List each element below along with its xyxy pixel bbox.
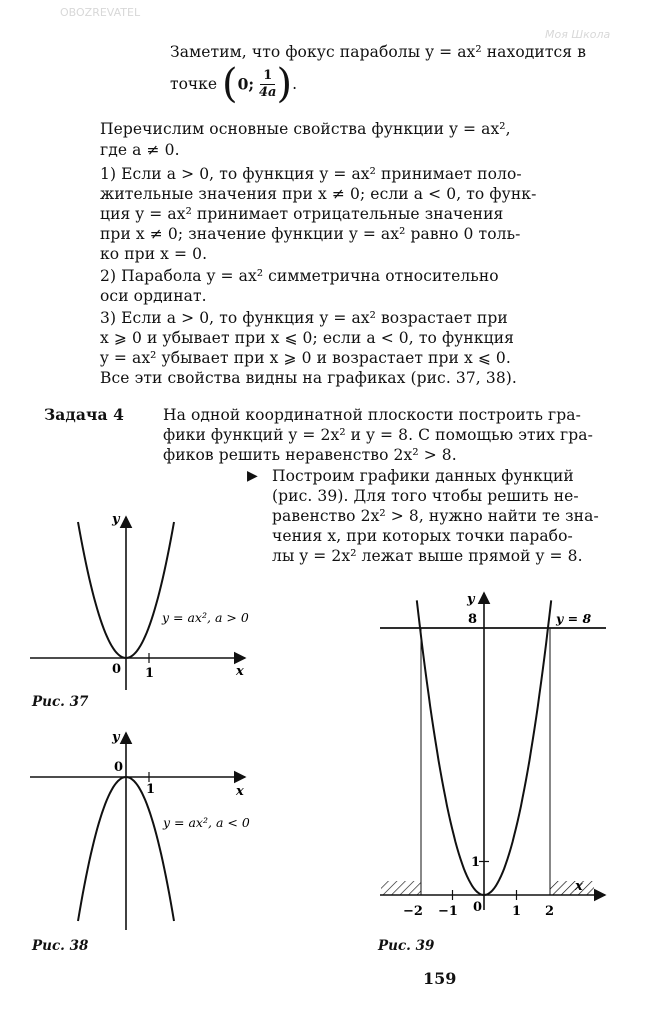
fig39-xm1-label: −1 — [438, 904, 458, 919]
fig37-y-label: y — [112, 512, 120, 527]
fig39-line-label: y = 8 — [556, 611, 592, 626]
property-3-line-2: x ⩾ 0 и убывает при x ⩽ 0; если a < 0, то функция — [100, 329, 514, 347]
fraction-numerator: 1 — [260, 68, 275, 85]
fig39-hatch-right — [550, 881, 594, 895]
fig39-y-label: y — [467, 592, 475, 607]
fig38-origin: 0 — [114, 760, 124, 775]
point-suffix: . — [292, 75, 298, 93]
focus-fraction — [259, 68, 276, 101]
property-1-line-4: при x ≠ 0; значение функции y = ax² равно 0 толь- — [100, 225, 521, 243]
figure-39 — [370, 585, 630, 925]
fig39-x-label: x — [575, 879, 583, 894]
property-1-line-1: 1) Если a > 0, то функция y = ax² принимает поло- — [100, 165, 522, 183]
task-line-2: фики функций y = 2x² и y = 8. С помощью этих гра- — [163, 426, 593, 444]
property-1-line-2: жительные значения при x ≠ 0; если a < 0, то функ- — [100, 185, 537, 203]
figure-38 — [0, 725, 250, 935]
figure-37 — [0, 505, 250, 695]
fig39-x2-label: 2 — [545, 904, 555, 919]
fig39-y1-label: 1 — [471, 855, 481, 870]
fig39-x1-label: 1 — [512, 904, 522, 919]
properties-heading-1: Перечислим основные свойства функции y = ax², — [100, 120, 511, 138]
fig38-curve-label: y = ax², a < 0 — [163, 815, 250, 830]
point-x: 0; — [237, 74, 255, 94]
right-paren: ) — [276, 61, 293, 107]
solution-line-5: лы y = 2x² лежат выше прямой y = 8. — [272, 547, 583, 565]
property-3-line-3: y = ax² убывает при x ⩾ 0 и возрастает при x ⩽ 0. — [100, 349, 511, 367]
focus-point — [170, 61, 298, 107]
fig39-hatch-left — [381, 881, 421, 895]
fig38-caption: Рис. 38 — [32, 938, 89, 954]
properties-heading-2: где a ≠ 0. — [100, 141, 180, 159]
watermark-school: Моя Школа — [545, 28, 611, 41]
point-prefix: точке — [170, 75, 218, 93]
property-2-line-2: оси ординат. — [100, 287, 207, 305]
property-1-line-5: ко при x = 0. — [100, 245, 208, 263]
solution-line-3: равенство 2x² > 8, нужно найти те зна- — [272, 507, 599, 525]
fig37-tick-label: 1 — [145, 666, 155, 681]
fig37-origin: 0 — [112, 662, 122, 677]
property-3-line-1: 3) Если a > 0, то функция y = ax² возрастает при — [100, 309, 508, 327]
property-2-line-1: 2) Парабола y = ax² симметрична относительно — [100, 267, 499, 285]
fig38-tick-label: 1 — [146, 782, 156, 797]
property-1-line-3: ция y = ax² принимает отрицательные значения — [100, 205, 504, 223]
fig37-x-label: x — [236, 664, 244, 679]
fig37-caption: Рис. 37 — [32, 694, 89, 710]
fig39-origin: 0 — [473, 900, 483, 915]
task-line-1: На одной координатной плоскости построить гра- — [163, 406, 581, 424]
left-paren: ( — [221, 61, 238, 107]
solution-line-4: чения x, при которых точки парабо- — [272, 527, 573, 545]
fraction-denominator: 4a — [259, 84, 277, 100]
fig37-curve-label: y = ax², a > 0 — [162, 610, 249, 625]
fig39-xm2-label: −2 — [403, 904, 423, 919]
fig39-caption: Рис. 39 — [378, 938, 435, 954]
property-3-line-4: Все эти свойства видны на графиках (рис. 37, 38). — [100, 369, 517, 387]
task-line-3: фиков решить неравенство 2x² > 8. — [163, 446, 457, 464]
solution-line-2: (рис. 39). Для того чтобы решить не- — [272, 487, 579, 505]
task-label: Задача 4 — [44, 405, 124, 424]
intro-line-1: Заметим, что фокус параболы y = ax² находится в — [170, 43, 587, 61]
solution-line-1: Построим графики данных функций — [272, 467, 574, 485]
page-number: 159 — [423, 969, 457, 988]
solution-marker: ▶ — [247, 468, 258, 484]
fig38-x-label: x — [236, 784, 244, 799]
fig39-y8-label: 8 — [468, 612, 478, 627]
watermark-obozrevatel: OBOZREVATEL — [60, 6, 141, 19]
fig38-y-label: y — [112, 730, 120, 745]
